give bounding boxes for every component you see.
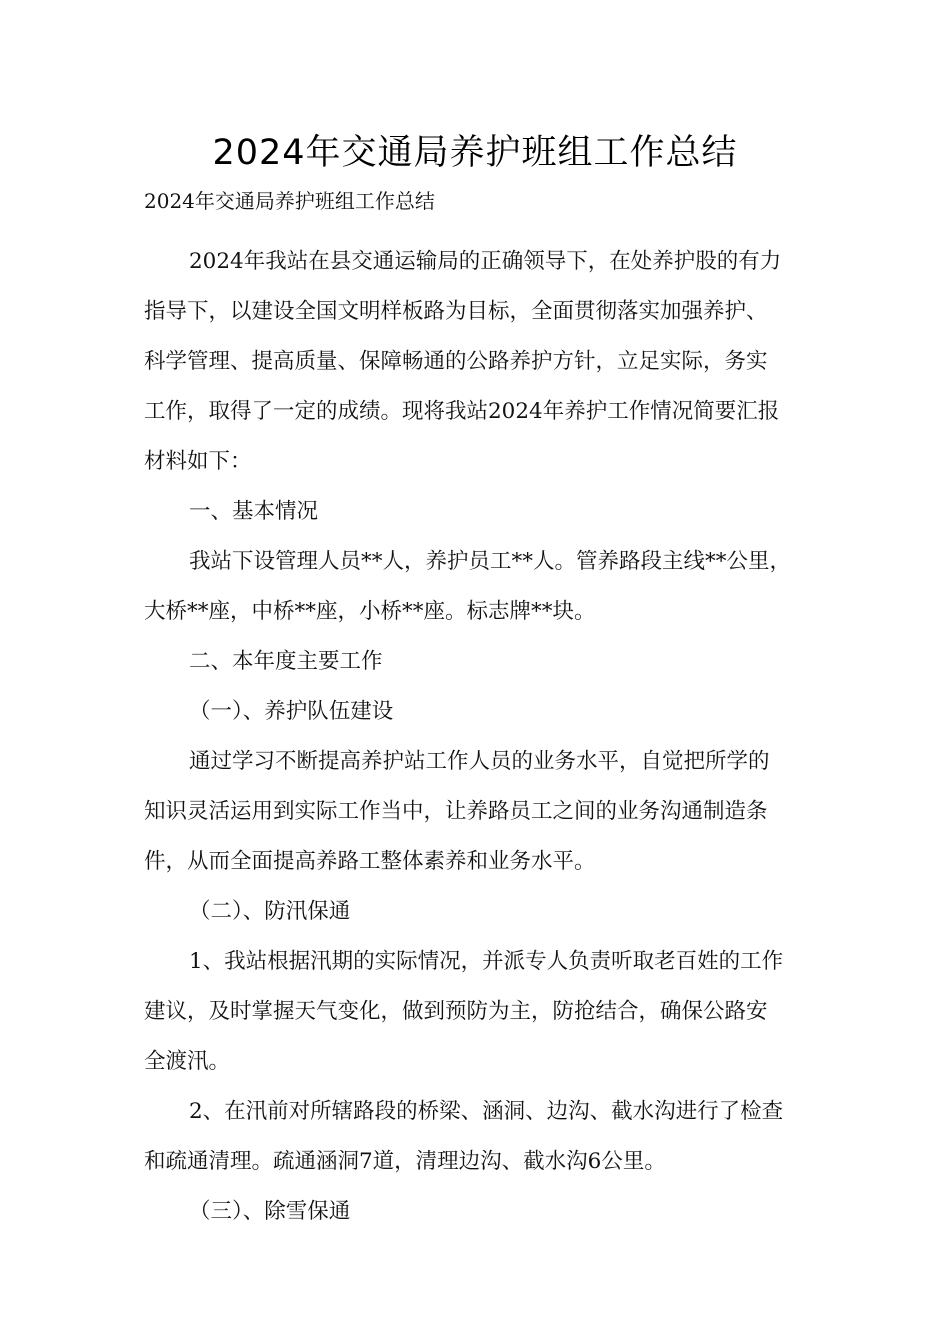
text-line: （三）、除雪保通: [189, 1199, 351, 1224]
text-line: 建议，及时掌握天气变化，做到预防为主，防抢结合，确保公路安: [144, 999, 768, 1024]
text-line: 通过学习不断提高养护站工作人员的业务水平，自觉把所学的: [189, 749, 770, 774]
text-line: （二）、防汛保通: [189, 899, 351, 924]
text-line: 和疏通清理。疏通涵洞7道，清理边沟、截水沟6公里。: [144, 1149, 666, 1174]
text-line: 材料如下：: [144, 449, 252, 474]
text-line: 1、我站根据汛期的实际情况，并派专人负责听取老百姓的工作: [189, 949, 784, 974]
text-line: 二、本年度主要工作: [189, 649, 383, 674]
text-line: 知识灵活运用到实际工作当中，让养路员工之间的业务沟通制造条: [144, 799, 768, 824]
text-line: （一）、养护队伍建设: [189, 699, 394, 724]
text-line: 全渡汛。: [144, 1049, 231, 1074]
text-line: 一、基本情况: [189, 499, 319, 524]
text-line: 我站下设管理人员**人，养护员工**人。管养路段主线**公里，: [189, 549, 792, 574]
text-line: 件，从而全面提高养路工整体素养和业务水平。: [144, 849, 596, 874]
text-line: 指导下，以建设全国文明样板路为目标，全面贯彻落实加强养护、: [144, 299, 768, 324]
document-title: 2024年交通局养护班组工作总结: [212, 133, 738, 173]
text-line: 科学管理、提高质量、保障畅通的公路养护方针，立足实际，务实: [144, 349, 768, 374]
text-line: 工作，取得了一定的成绩。现将我站2024年养护工作情况简要汇报: [144, 399, 780, 424]
text-line: 大桥**座，中桥**座，小桥**座。标志牌**块。: [144, 599, 596, 624]
text-line: 2024年我站在县交通运输局的正确领导下，在处养护股的有力: [189, 249, 782, 274]
document-body: [144, 237, 834, 1237]
document-subtitle: 2024年交通局养护班组工作总结: [144, 189, 435, 213]
text-line: 2、在汛前对所辖路段的桥梁、涵洞、边沟、截水沟进行了检查: [189, 1099, 784, 1124]
